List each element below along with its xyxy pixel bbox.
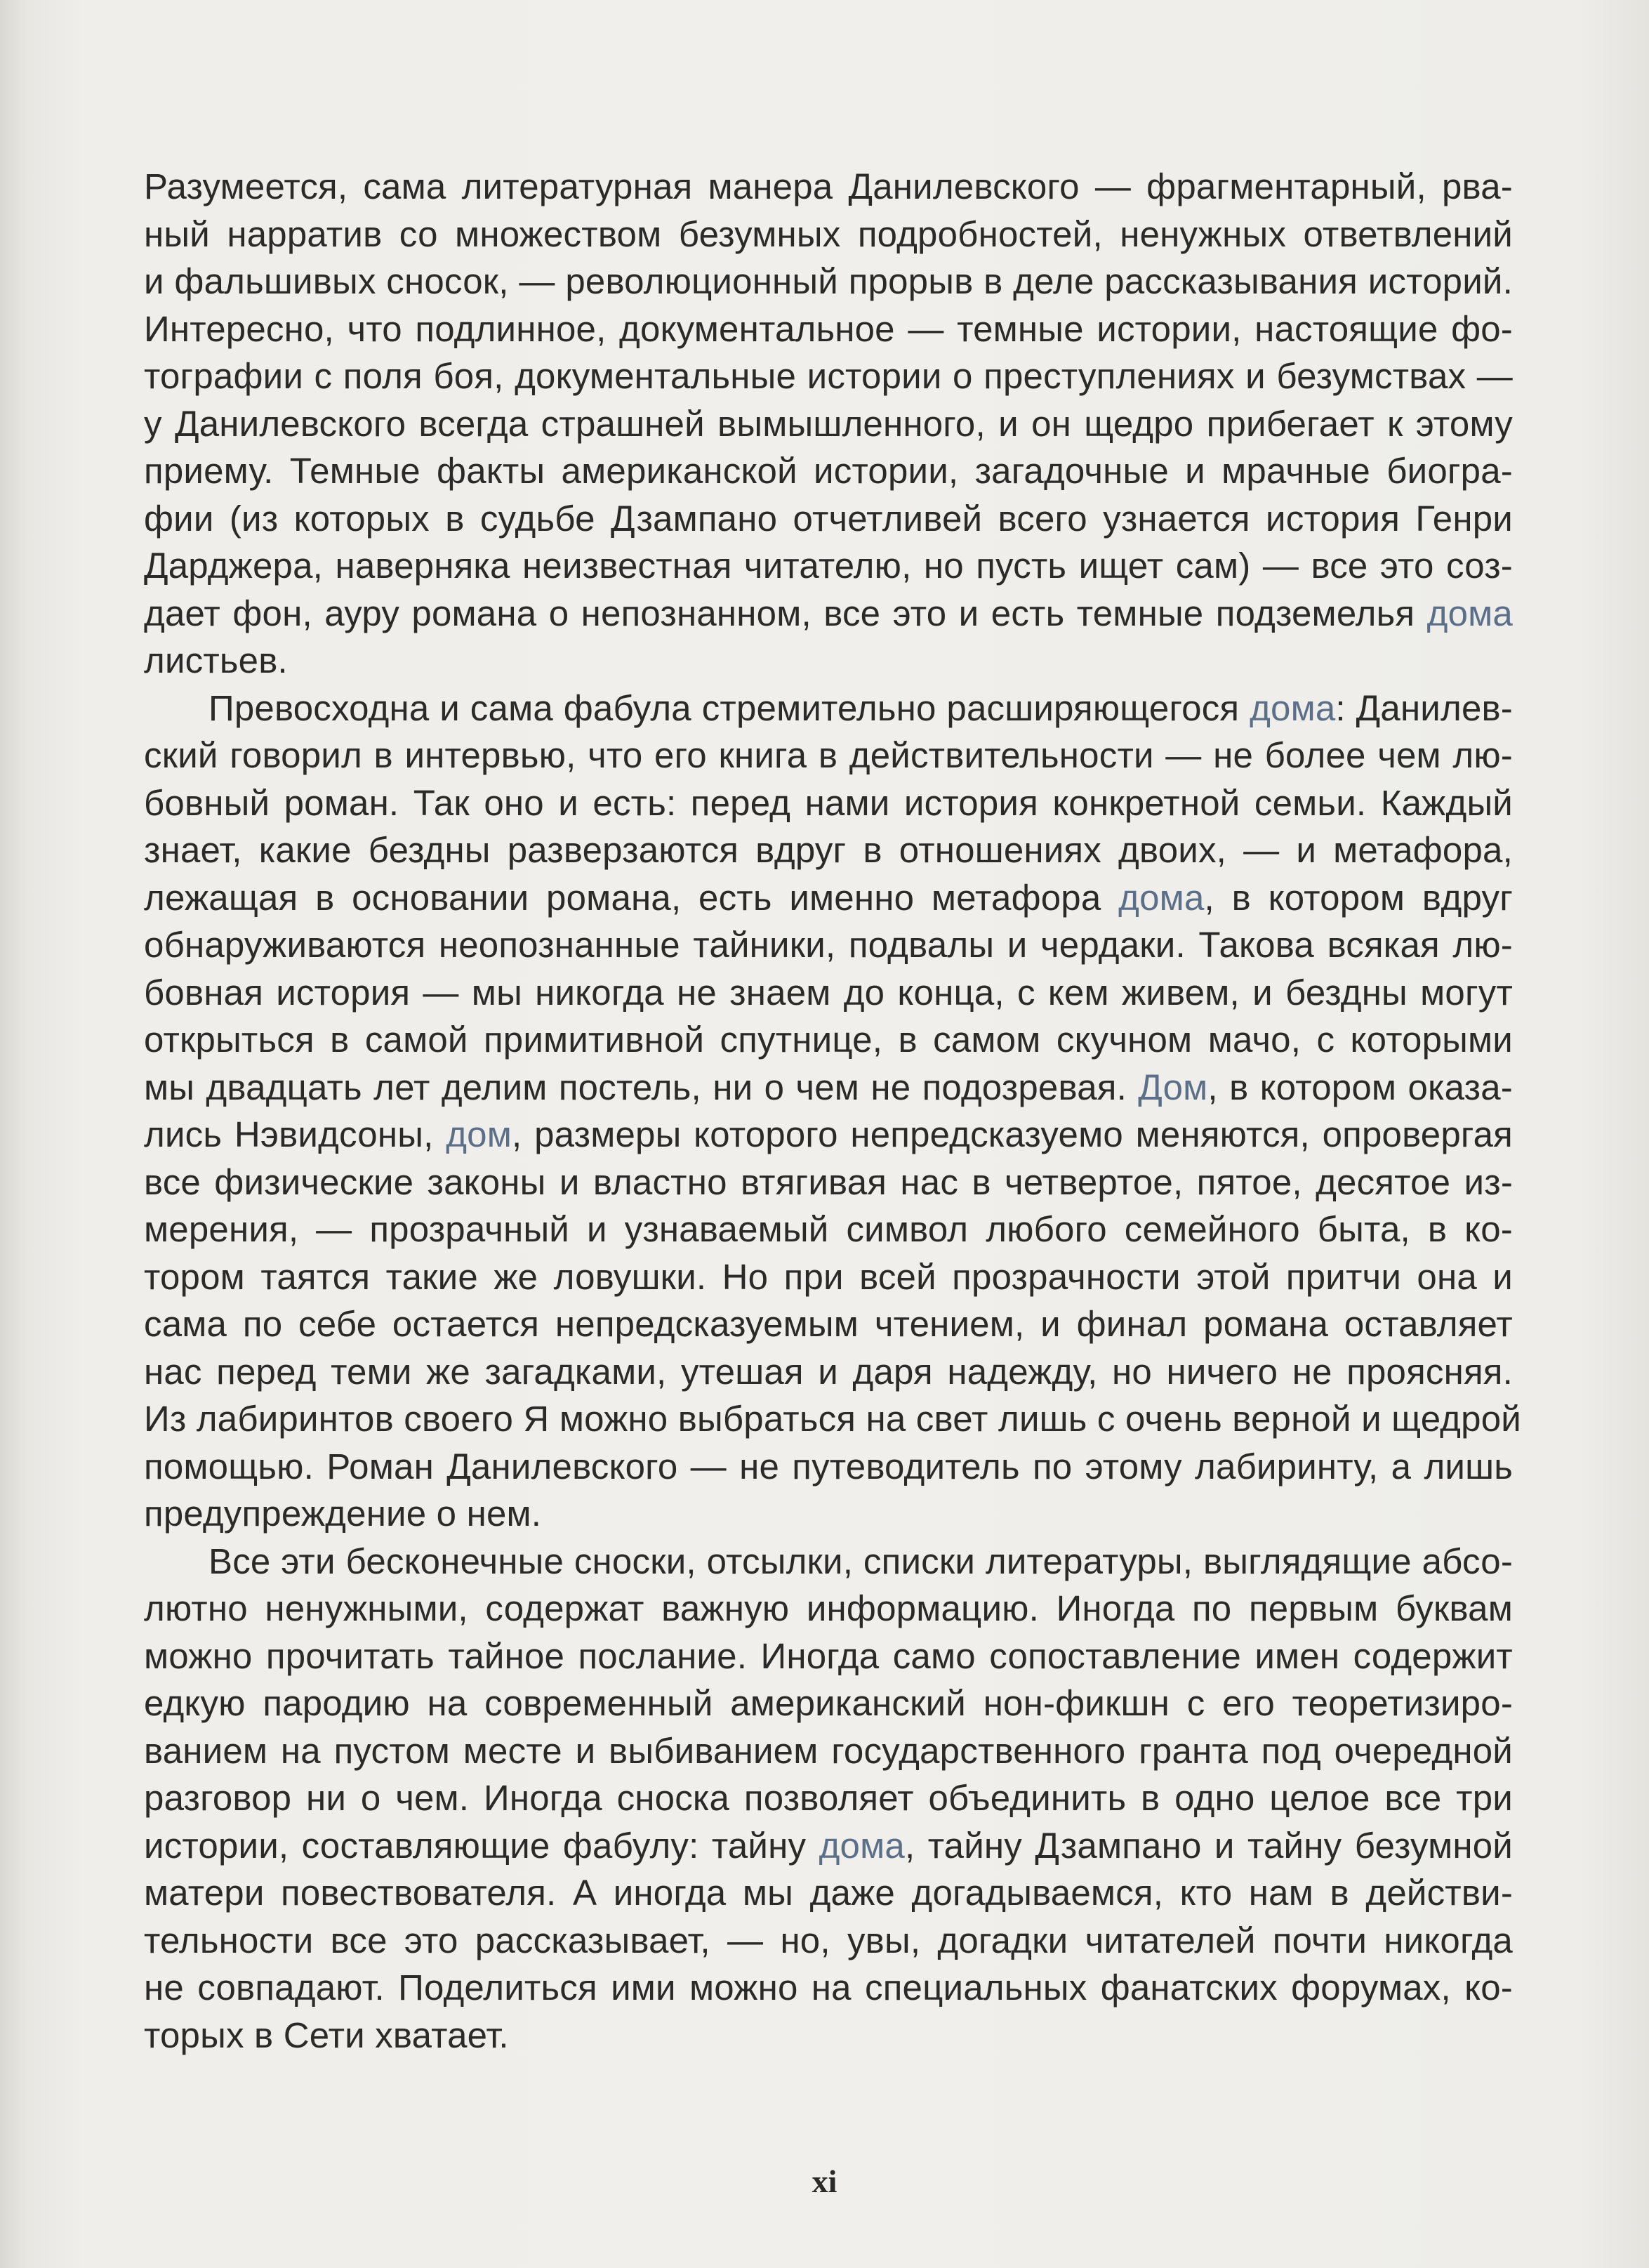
line-text: нас перед теми же загадками, утешая и даря надежду, но ничего не проясняя.: [144, 1351, 1513, 1392]
text-line: [144, 258, 1513, 305]
line-text: не совпадают. Поделиться ими можно на специальных фанатских форумах, ко-: [144, 1967, 1513, 2007]
line-text: Превосходна и сама фабула стремительно расширяющегося: [208, 687, 1250, 728]
text-line: [144, 1111, 1513, 1159]
text-line: [144, 1964, 1513, 2012]
text-line: [144, 1585, 1513, 1633]
line-text: фии (из которых в судьбе Дзампано отчетливей всего узнается история Генри: [144, 498, 1513, 539]
line-text: у Данилевского всегда страшней вымышленного, и он щедро прибегает к этому: [144, 403, 1513, 444]
text-line: [144, 352, 1513, 400]
line-text: Все эти бесконечные сноски, отсылки, списки литературы, выглядящие абсо-: [208, 1541, 1513, 1581]
page-number: xi: [812, 2163, 837, 2199]
text-line: [144, 1680, 1513, 1727]
text-line: [144, 1917, 1513, 1965]
line-text: тором таятся такие же ловушки. Но при всей прозрачности этой притчи она и: [144, 1256, 1513, 1297]
line-text: Разумеется, сама литературная манера Данилевского — фрагментарный, рва-: [144, 166, 1513, 206]
line-text: лись Нэвидсоны,: [144, 1114, 446, 1154]
paragraph-2: [144, 685, 1521, 1538]
line-text: лежащая в основании романа, есть именно метафора: [144, 877, 1119, 918]
text-line: [144, 2012, 1513, 2059]
house-word: дома: [1118, 877, 1205, 918]
text-line: [144, 1869, 1513, 1917]
text-line: [144, 1016, 1513, 1064]
line-text: сама по себе остается непредсказуемым чтением, и финал романа оставляет: [144, 1304, 1513, 1344]
text-line: [144, 1443, 1513, 1491]
body-text: [144, 163, 1521, 2059]
text-line: [144, 495, 1513, 543]
text-line: [144, 447, 1513, 495]
text-line: [144, 874, 1513, 922]
text-line: [144, 1064, 1513, 1112]
line-text: открыться в самой примитивной спутнице, в самом скучном мачо, с которыми: [144, 1020, 1513, 1060]
house-word: Дом: [1138, 1067, 1208, 1107]
text-line: [144, 1206, 1513, 1253]
line-text: мерения, — прозрачный и узнаваемый символ любого семейного быта, в ко-: [144, 1209, 1513, 1249]
line-text: истории, составляющие фабулу: тайну: [144, 1825, 819, 1866]
text-line: [144, 779, 1513, 827]
text-line: [144, 305, 1513, 353]
text-line: [144, 637, 1513, 685]
line-text: , в котором вдруг: [1204, 877, 1513, 918]
house-word: дома: [1250, 687, 1336, 728]
text-line: [144, 1159, 1513, 1206]
line-text: бовная история — мы никогда не знаем до конца, с кем живем, и бездны могут: [144, 972, 1513, 1013]
line-text: матери повествователя. А иногда мы даже догадываемся, кто нам в действи-: [144, 1873, 1513, 1913]
paragraph-1: [144, 163, 1513, 685]
text-line: [144, 1253, 1513, 1301]
text-line: [144, 163, 1513, 211]
line-text: , тайну Дзампано и тайну безумной: [904, 1825, 1513, 1866]
text-line: [144, 542, 1513, 590]
house-word: дом: [446, 1114, 512, 1154]
line-text: листьев.: [144, 640, 288, 680]
line-text: Интересно, что подлинное, документальное — темные истории, настоящие фо-: [144, 308, 1513, 349]
line-text: дает фон, ауру романа о непознанном, все это и есть темные подземелья: [144, 593, 1427, 633]
line-text: приему. Темные факты американской истории, загадочные и мрачные биогра-: [144, 451, 1513, 491]
house-word: дома: [819, 1825, 905, 1866]
text-line: [144, 1538, 1513, 1585]
line-text: предупреждение о нем.: [144, 1494, 542, 1534]
text-line: [144, 826, 1513, 874]
line-text: и фальшивых сносок, — революционный прорыв в деле рассказывания историй.: [144, 261, 1513, 301]
text-line: [144, 969, 1513, 1017]
line-text: , в котором оказа-: [1207, 1067, 1513, 1107]
line-text: разговор ни о чем. Иногда сноска позволяет объединить в одно целое все три: [144, 1778, 1513, 1818]
paragraph-3: [144, 1538, 1513, 2059]
text-line: [144, 1822, 1513, 1870]
text-line: [144, 211, 1513, 258]
line-text: все физические законы и властно втягивая нас в четвертое, пятое, десятое из-: [144, 1161, 1513, 1202]
line-text: обнаруживаются неопознанные тайники, подвалы и чердаки. Такова всякая лю-: [144, 925, 1513, 965]
line-text: едкую пародию на современный американский нон-фикшн с его теоретизиро-: [144, 1683, 1513, 1723]
text-line: [144, 732, 1513, 779]
line-text: мы двадцать лет делим постель, ни о чем не подозревая.: [144, 1067, 1139, 1107]
line-text: бовный роман. Так оно и есть: перед нами история конкретной семьи. Каждый: [144, 782, 1513, 823]
line-text: ванием на пустом месте и выбиванием государственного гранта под очередной: [144, 1730, 1513, 1771]
line-text: тельности все это рассказывает, — но, увы, догадки читателей почти никогда: [144, 1920, 1513, 1960]
line-text: лютно ненужными, содержат важную информацию. Иногда по первым буквам: [144, 1588, 1513, 1628]
text-line: [144, 1727, 1513, 1775]
line-text: торых в Сети хватает.: [144, 2015, 509, 2055]
line-text: : Данилев-: [1335, 687, 1513, 728]
line-text: Из лабиринтов своего Я можно выбраться на свет лишь с очень верной и щедрой: [144, 1399, 1521, 1439]
line-text: , размеры которого непредсказуемо меняются, опровергая: [511, 1114, 1513, 1154]
text-line: [144, 1633, 1513, 1680]
line-text: помощью. Роман Данилевского — не путеводитель по этому лабиринту, а лишь: [144, 1446, 1513, 1486]
line-text: можно прочитать тайное послание. Иногда само сопоставление имен содержит: [144, 1635, 1513, 1676]
line-text: ский говорил в интервью, что его книга в действительности — не более чем лю-: [144, 735, 1513, 775]
text-line: [144, 1774, 1513, 1822]
line-text: Дарджера, наверняка неизвестная читателю, но пусть ищет сам) — все это соз-: [144, 546, 1513, 586]
house-word: дома: [1426, 593, 1513, 633]
text-line: [144, 685, 1513, 732]
text-line: [144, 400, 1513, 448]
text-line: [144, 1348, 1513, 1396]
text-line: [144, 1300, 1513, 1348]
text-line: [144, 1490, 1513, 1538]
text-line: [144, 590, 1513, 638]
text-line: [144, 1395, 1521, 1443]
line-text: знает, какие бездны разверзаются вдруг в отношениях двоих, — и метафора,: [144, 830, 1513, 870]
line-text: тографии с поля боя, документальные истории о преступлениях и безумствах —: [144, 356, 1513, 396]
line-text: ный нарратив со множеством безумных подробностей, ненужных ответвлений: [144, 213, 1513, 254]
text-line: [144, 921, 1513, 969]
